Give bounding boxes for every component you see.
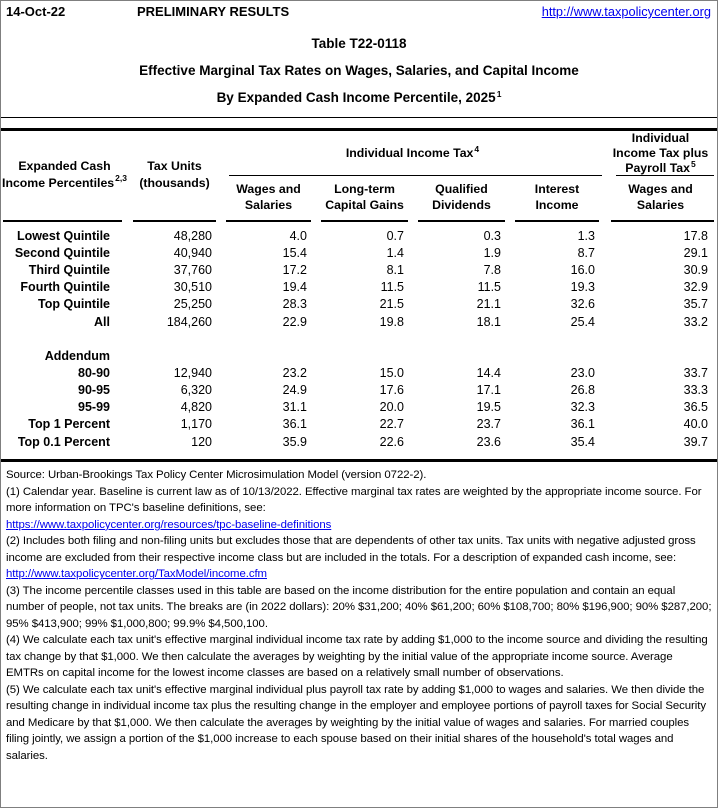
footnote-ref-2-3: 2,3 xyxy=(115,173,127,184)
cell-wages: 17.2 xyxy=(282,262,307,277)
header-underline xyxy=(133,220,216,223)
row-label: 80-90 xyxy=(78,365,110,380)
cell-wages: 4.0 xyxy=(289,228,307,243)
cell-qdiv: 21.1 xyxy=(476,297,501,312)
cell-qdiv: 0.3 xyxy=(483,228,501,243)
cell-ltcg: 1.4 xyxy=(386,245,404,260)
row-label: Fourth Quintile xyxy=(20,280,110,295)
cell-qdiv: 23.7 xyxy=(476,417,501,432)
cell-ltcg: 17.6 xyxy=(379,383,404,398)
table-row-addendum xyxy=(1,347,717,364)
cell-ltcg: 15.0 xyxy=(379,365,404,380)
cell-interest: 23.0 xyxy=(570,365,595,380)
table-row xyxy=(1,433,717,450)
cell-tax-units: 25,250 xyxy=(173,297,212,312)
table-row xyxy=(1,382,717,399)
cell-iit-payroll: 32.9 xyxy=(683,280,708,295)
cell-interest: 19.3 xyxy=(570,280,595,295)
preliminary-results-label: PRELIMINARY RESULTS xyxy=(137,4,290,19)
cell-interest: 36.1 xyxy=(570,417,595,432)
cell-ltcg: 8.1 xyxy=(386,262,404,277)
cell-interest: 32.6 xyxy=(570,297,595,312)
footnote-1: (1) Calendar year. Baseline is current law as of 10/13/2022. Effective marginal tax rates are weighted by the appropriate income source. For more information on TPC's baseline definitions, see: xyxy=(6,485,702,515)
cell-ltcg: 22.7 xyxy=(379,417,404,432)
table-row xyxy=(1,227,717,244)
col-header-qualified-dividends: Qualified Dividends xyxy=(432,181,491,212)
cell-wages: 28.3 xyxy=(282,297,307,312)
main-title: Effective Marginal Tax Rates on Wages, Salaries, and Capital Income xyxy=(139,63,579,78)
cell-iit-payroll: 33.3 xyxy=(683,383,708,398)
cell-wages: 19.4 xyxy=(282,280,307,295)
cell-tax-units: 37,760 xyxy=(173,262,212,277)
cell-tax-units: 6,320 xyxy=(180,383,212,398)
cell-iit-payroll: 33.7 xyxy=(683,365,708,380)
site-link[interactable]: http://www.taxpolicycenter.org xyxy=(541,4,711,19)
col-header-tax-units: Tax Units (thousands) xyxy=(139,159,210,190)
footnote-3: (3) The income percentile classes used in this table are based on the income distribution for the entire population and contain an equal number of people, not tax units. The breaks are (in 2022 dollars): 20% $31,200; 40% $61,200; 60% $108,700; 80% $196,900; 90% $287,200; 95% $413,900; 99% $1,000,800; 99.9% $4,500,100. xyxy=(6,584,712,630)
cell-interest: 26.8 xyxy=(570,383,595,398)
cell-qdiv: 1.9 xyxy=(483,245,501,260)
baseline-definitions-link[interactable]: https://www.taxpolicycenter.org/resources/tpc-baseline-definitions xyxy=(6,518,332,531)
cell-ltcg: 0.7 xyxy=(386,228,404,243)
table-header xyxy=(1,131,717,222)
row-label: All xyxy=(94,314,110,329)
col-header-wages-salaries: Wages and Salaries xyxy=(236,181,301,212)
cell-qdiv: 17.1 xyxy=(476,383,501,398)
cell-wages: 24.9 xyxy=(282,383,307,398)
cell-iit-payroll: 30.9 xyxy=(683,262,708,277)
cell-wages: 31.1 xyxy=(282,400,307,415)
cell-tax-units: 40,940 xyxy=(173,245,212,260)
table-row xyxy=(1,313,717,330)
header-underline xyxy=(226,220,311,223)
cell-qdiv: 23.6 xyxy=(476,434,501,449)
table-row xyxy=(1,296,717,313)
page-top-bar xyxy=(1,1,717,19)
cell-iit-payroll: 33.2 xyxy=(683,314,708,329)
table-number-title: Table T22-0118 xyxy=(311,36,407,51)
table-row xyxy=(1,364,717,381)
footnote-ref-1: 1 xyxy=(496,88,502,99)
table-row xyxy=(1,279,717,296)
cell-iit-payroll: 39.7 xyxy=(683,434,708,449)
cell-wages: 36.1 xyxy=(282,417,307,432)
row-label: 95-99 xyxy=(78,400,110,415)
header-underline xyxy=(321,220,408,223)
subtitle: By Expanded Cash Income Percentile, 2025$^1$ xyxy=(216,88,502,105)
cell-wages: 15.4 xyxy=(282,245,307,260)
cell-qdiv: 7.8 xyxy=(483,262,501,277)
table-row xyxy=(1,244,717,261)
cell-iit-payroll: 36.5 xyxy=(683,400,708,415)
cell-interest: 1.3 xyxy=(577,228,595,243)
cell-interest: 16.0 xyxy=(570,262,595,277)
cell-tax-units: 184,260 xyxy=(166,314,212,329)
cell-qdiv: 11.5 xyxy=(477,280,501,295)
cell-qdiv: 18.1 xyxy=(476,314,501,329)
footnote-2: (2) Includes both filing and non-filing units but excludes those that are dependents of other tax units. Tax units with negative adjusted gross income are excluded from their respective income class but are included in the totals. For a description of expanded cash income, see: xyxy=(6,535,696,564)
row-label: Top 0.1 Percent xyxy=(17,434,110,449)
footnotes xyxy=(1,462,717,764)
footnote-4: (4) We calculate each tax unit's effective marginal individual income tax rate by adding $1,000 to the income source and dividing the resulting tax change by that $1,000. We then calculate the averages by weighting by the initial value of the appropriate income source. Average EMTRs on capital income for the lowest income classes are based on a relatively small number of observations. xyxy=(6,634,708,680)
cell-tax-units: 12,940 xyxy=(173,365,212,380)
table-body xyxy=(1,222,717,459)
cell-ltcg: 11.5 xyxy=(380,280,404,295)
table-row xyxy=(1,416,717,433)
footnote-ref-5: 5 xyxy=(690,158,696,169)
cell-ltcg: 22.6 xyxy=(379,434,404,449)
cell-iit-payroll: 17.8 xyxy=(683,228,708,243)
cell-ltcg: 21.5 xyxy=(379,297,404,312)
footnote-ref-4: 4 xyxy=(474,144,480,155)
col-header-long-term-capital-gains: Long-term Capital Gains xyxy=(325,181,404,212)
row-label: 90-95 xyxy=(78,383,110,398)
header-underline xyxy=(418,220,505,223)
title-block xyxy=(1,36,717,105)
cell-iit-payroll: 40.0 xyxy=(683,417,708,432)
row-label: Top Quintile xyxy=(38,297,110,312)
cell-qdiv: 19.5 xyxy=(476,400,501,415)
cell-tax-units: 48,280 xyxy=(173,228,212,243)
group-header-iit-plus-payroll: Individual Income Tax plus Payroll Tax$^5$ xyxy=(604,131,717,176)
group-header-individual-income-tax: Individual Income Tax$^4$ xyxy=(221,131,604,176)
income-definition-link[interactable]: http://www.taxpolicycenter.org/TaxModel/income.cfm xyxy=(6,568,267,581)
footnote-5: (5) We calculate each tax unit's effective marginal individual plus payroll tax rate by adding $1,000 to wages and salaries. We then divide the resulting change in individual income tax plus the resulting change in the employer and employee portions of payroll taxes for Social Security and Medicare by that $1,000. We then calculate the averages by weighting by the initial value of wages and salaries. For married couples filing jointly, we assign a portion of the $1,000 increase to each spouse based on their initial shares of the household's total wages and salaries. xyxy=(6,683,706,762)
cell-interest: 25.4 xyxy=(570,314,595,329)
header-underline xyxy=(611,220,714,223)
header-underline xyxy=(3,220,122,223)
source-note: Source: Urban-Brookings Tax Policy Center Microsimulation Model (version 0722-2). xyxy=(6,469,427,482)
cell-tax-units: 120 xyxy=(191,434,212,449)
cell-iit-payroll: 35.7 xyxy=(683,297,708,312)
col-header-percentiles: Expanded Cash Income Percentiles$^{2,3}$ xyxy=(2,159,127,190)
cell-qdiv: 14.4 xyxy=(476,365,501,380)
col-header-interest-income: Interest Income xyxy=(534,181,580,212)
cell-tax-units: 1,170 xyxy=(180,417,212,432)
row-label: Second Quintile xyxy=(14,245,110,260)
cell-wages: 35.9 xyxy=(282,434,307,449)
table-row xyxy=(1,399,717,416)
table-row xyxy=(1,261,717,278)
cell-wages: 23.2 xyxy=(282,365,307,380)
cell-ltcg: 20.0 xyxy=(379,400,404,415)
col-header-payroll-wages-salaries: Wages and Salaries xyxy=(628,181,693,212)
cell-iit-payroll: 29.1 xyxy=(683,245,708,260)
row-label: Top 1 Percent xyxy=(28,417,110,432)
cell-interest: 8.7 xyxy=(577,245,595,260)
cell-tax-units: 4,820 xyxy=(180,400,212,415)
blank-row xyxy=(1,330,717,347)
cell-interest: 32.3 xyxy=(570,400,595,415)
cell-interest: 35.4 xyxy=(570,434,595,449)
report-date: 14-Oct-22 xyxy=(6,4,66,19)
row-label: Addendum xyxy=(44,348,110,363)
cell-ltcg: 19.8 xyxy=(379,314,404,329)
row-label: Third Quintile xyxy=(28,262,110,277)
header-underline xyxy=(515,220,599,223)
row-label: Lowest Quintile xyxy=(16,228,110,243)
cell-tax-units: 30,510 xyxy=(173,280,212,295)
cell-wages: 22.9 xyxy=(282,314,307,329)
